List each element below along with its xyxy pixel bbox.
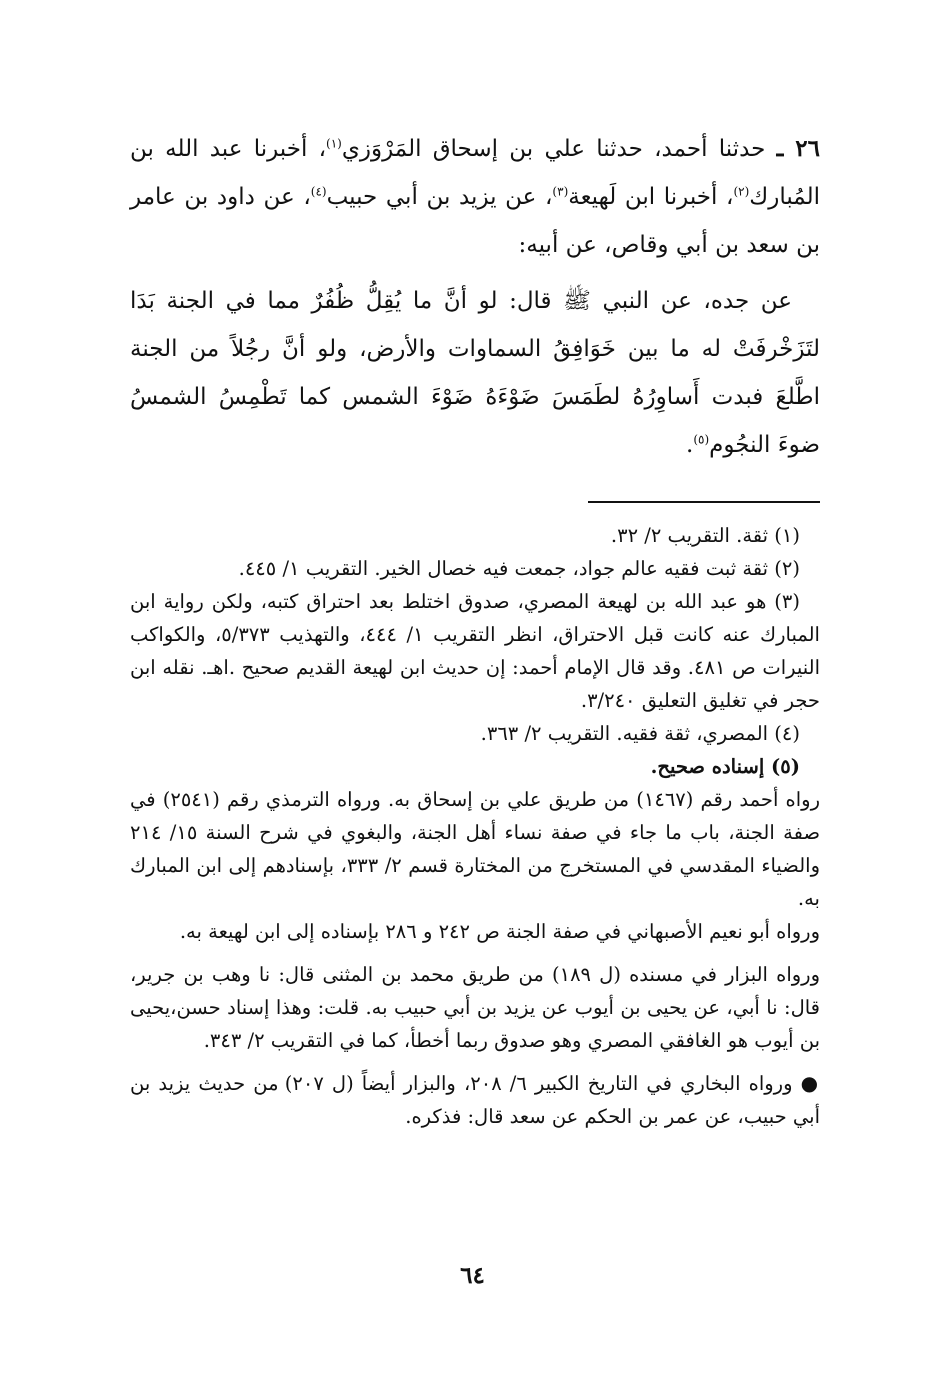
footnote-ref-5: (٥) [693, 432, 710, 447]
footnote-ref-1: (١) [326, 136, 342, 151]
isnad-part: ، عن داود بن عامر بن سعد بن أبي وقاص، عن أبيه: [130, 184, 820, 258]
takhrij-bazzar: ورواه البزار في مسنده (ل ١٨٩) من طريق محمد بن المثنى قال: نا وهب بن جرير، قال: نا أبي، عن يحيى بن أيوب عن يزيد بن أبي حبيب به. قلت: وهذا إسناد حسن،يحيى بن أيوب هو الغافقي المصري وهو صدوق ربما أخطأ، كما في التقريب ٢/ ٣٤٣. [130, 963, 820, 1052]
footnotes [130, 519, 820, 1133]
hadith-number: ٢٦ ـ [776, 135, 821, 162]
bullet-icon: ● [800, 1071, 820, 1095]
isnad-part: ، عن يزيد بن أبي حبيب [326, 184, 553, 210]
footnote-2: (٢) ثقة ثبت فقيه عالم جواد، جمعت فيه خصال الخير. التقريب ١/ ٤٤٥. [238, 557, 800, 580]
footnote-separator [588, 501, 820, 503]
footnote-5: (٥) إسناده صحيح. [650, 755, 800, 778]
hadith-matn [130, 277, 820, 469]
takhrij-bukhari-text: ورواه البخاري في التاريخ الكبير ٦/ ٢٠٨، والبزار أيضاً (ل ٢٠٧) من حديث يزيد بن أبي حبيب، عن عمر بن الحكم عن سعد قال: فذكره. [130, 1072, 820, 1128]
footnote-3-text: (٣) هو عبد الله بن لهيعة المصري، صدوق اختلط بعد احتراق كتبه، ولكن رواية ابن المبارك عنه كانت قبل الاحتراق، انظر التقريب ١/ ٤٤٤، والتهذيب ٥/٣٧٣، والكواكب النيرات ص ٤٨١. وقد قال الإمام أحمد: إن حديث ابن لهيعة القديم صحيح .اهـ. نقله ابن حجر في تغليق التعليق ٣/٢٤٠. [130, 590, 820, 712]
footnote-separator-wrap [130, 469, 820, 519]
footnote-1: (١) ثقة. التقريب ٢/ ٣٢. [610, 524, 800, 547]
takhrij-ahmad: رواه أحمد رقم (١٤٦٧) من طريق علي بن إسحاق به. ورواه الترمذي رقم (٢٥٤١) في صفة الجنة، باب ما جاء في صفة نساء أهل الجنة، والبغوي في شرح السنة ١٥/ ٢١٤ والضياء المقدسي في المستخرج من المختارة قسم ٢/ ٣٣٣، بإسنادهم إلى ابن المبارك به. [130, 788, 820, 910]
takhrij-bukhari [130, 1067, 820, 1133]
footnote-ref-3: (٣) [552, 184, 569, 199]
footnote-3 [130, 585, 820, 717]
matn-end: . [686, 432, 694, 458]
matn-text: عن جده، عن النبي ﷺ قال: لو أنَّ ما يُقِلُّ ظُفُرٌ مما في الجنة بَدَا لتَزَخْرفَتْ له ما بين خَوَافِقُ السماوات والأرض، ولو أنَّ رجُلاً من الجنة اطَّلعَ فبدت أَساوِرُهُ لطَمَسَ ضَوْءَهُ ضَوْءَ الشمس كما تَطْمِسُ الشمسُ ضوءَ النجُوم [130, 288, 820, 458]
footnote-ref-2: (٢) [733, 184, 750, 199]
isnad-part: حدثنا أحمد، حدثنا علي بن إسحاق المَرْوَزي [341, 136, 777, 162]
hadith-text [130, 125, 820, 469]
footnote-4: (٤) المصري، ثقة فقيه. التقريب ٢/ ٣٦٣. [480, 722, 800, 745]
takhrij-abu-nuaym: ورواه أبو نعيم الأصبهاني في صفة الجنة ص ٢٤٢ و ٢٨٦ بإسناده إلى ابن لهيعة به. [179, 920, 820, 943]
page-number: ٦٤ [460, 1262, 485, 1289]
footnote-ref-4: (٤) [310, 184, 327, 199]
isnad-part: ، أخبرنا ابن لَهيعة [568, 184, 734, 210]
isnad-part: ، أخبرنا عبد الله بن المُبارك [130, 136, 820, 210]
hadith-isnad [130, 125, 820, 269]
